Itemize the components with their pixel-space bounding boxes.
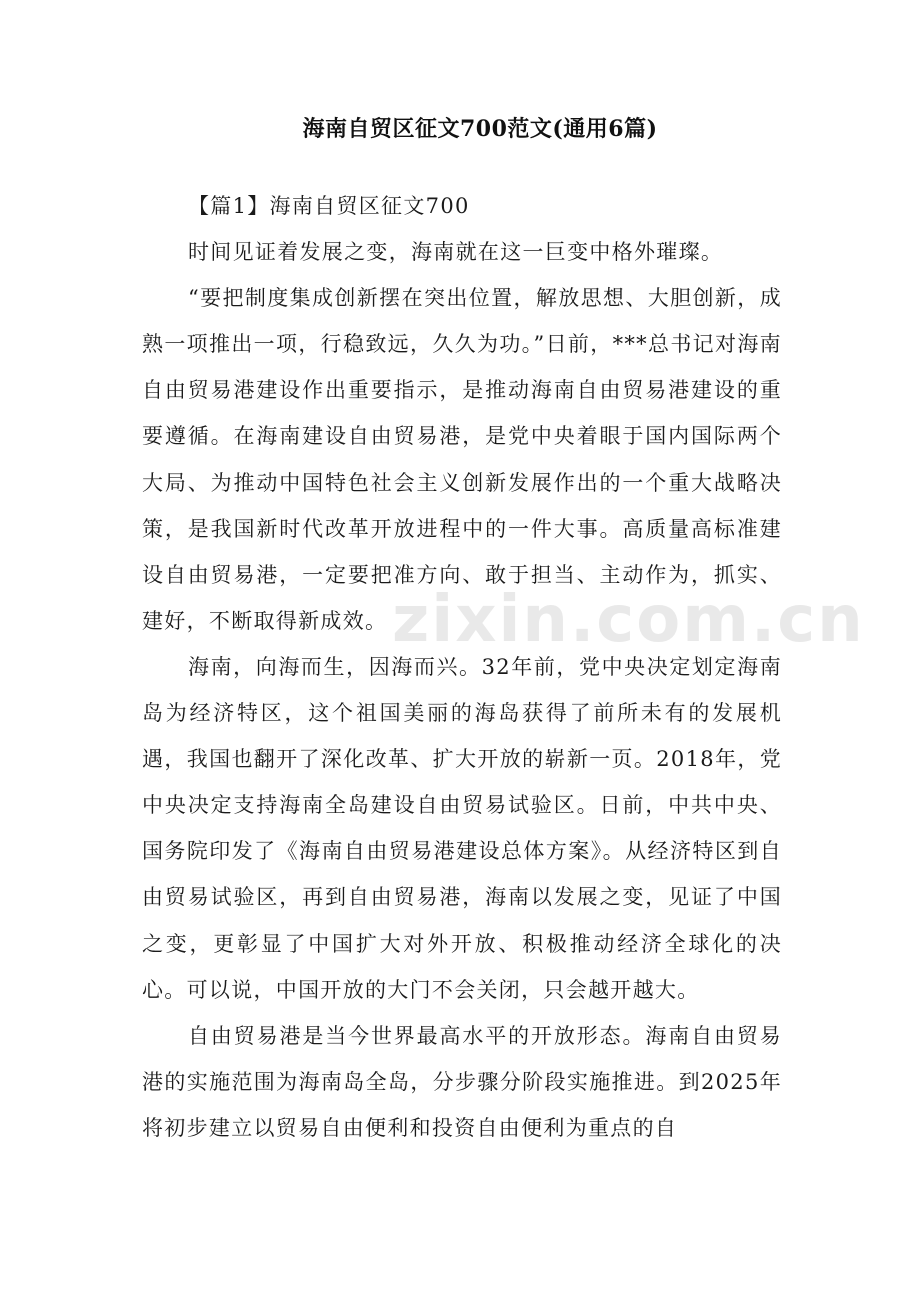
paragraph: 海南，向海而生，因海而兴。32年前，党中央决定划定海南岛为经济特区，这个祖国美丽的海岛获得了前所未有的发展机遇，我国也翻开了深化改革、扩大开放的崭新一页。2018年，党中央决定支持海南全岛建设自由贸易试验区。日前，中共中央、国务院印发了《海南自由贸易港建设总体方案》。从经济特区到自由贸易试验区，再到自由贸易港，海南以发展之变，见证了中国之变，更彰显了中国扩大对外开放、积极推动经济全球化的决心。可以说，中国开放的大门不会关闭，只会越开越大。 bbox=[142, 654, 782, 1002]
section-heading: 【篇1】海南自贸区征文700 bbox=[188, 194, 470, 218]
watermark: zixin.com.cn bbox=[392, 583, 865, 657]
paragraph: 时间见证着发展之变，海南就在这一巨变中格外璀璨。 bbox=[188, 240, 724, 265]
paragraph: “要把制度集成创新摆在突出位置，解放思想、大胆创新，成熟一项推出一项，行稳致远，久久为功。”日前，***总书记对海南自由贸易港建设作出重要指示，是推动海南自由贸易港建设的重要遵循。在海南建设自由贸易港，是党中央着眼于国内国际两个大局、为推动中国特色社会主义创新发展作出的一个重大战略决策，是我国新时代改革开放进程中的一件大事。高质量高标准建设自由贸易港，一定要把准方向、敢于担当、主动作为，抓实、建好，不断取得新成效。 bbox=[142, 286, 782, 633]
document-title: 海南自贸区征文700范文(通用6篇) bbox=[302, 116, 658, 142]
paragraph: 自由贸易港是当今世界最高水平的开放形态。海南自由贸易港的实施范围为海南岛全岛，分步骤分阶段实施推进。到2025年将初步建立以贸易自由便利和投资自由便利为重点的自 bbox=[142, 1023, 782, 1140]
document-body bbox=[142, 183, 782, 1151]
